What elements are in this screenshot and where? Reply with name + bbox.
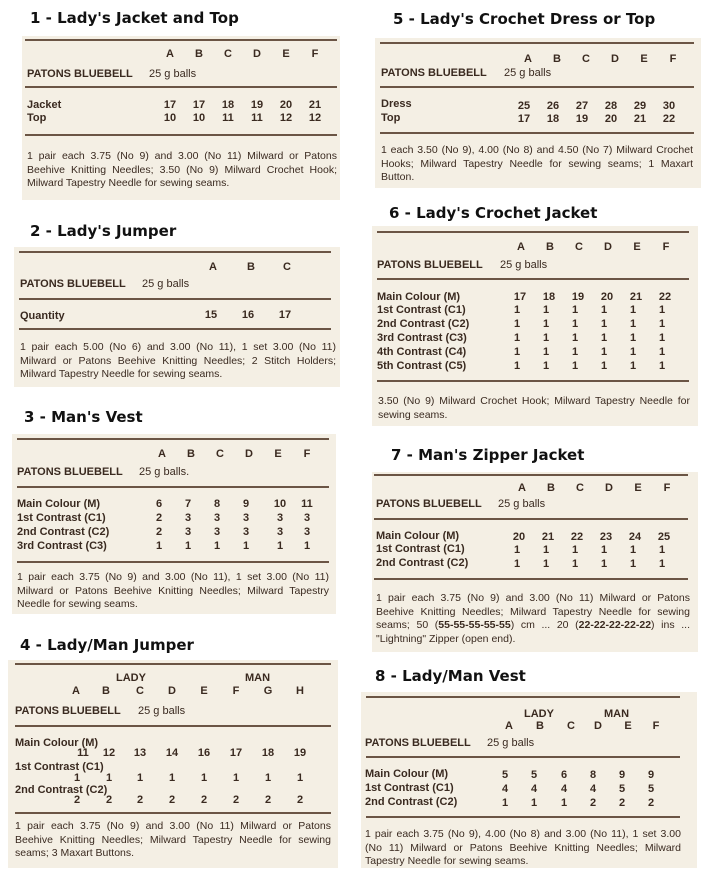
quantity-cell: 1 bbox=[242, 540, 250, 552]
quantity-cell: 1 bbox=[600, 318, 608, 330]
size-header: F bbox=[652, 720, 660, 732]
divider bbox=[377, 278, 689, 280]
size-header: A bbox=[166, 48, 174, 60]
quantity-cell: 21 bbox=[308, 99, 322, 111]
size-header: A bbox=[505, 720, 513, 732]
size-header: C bbox=[136, 685, 144, 697]
quantity-cell: 4 bbox=[560, 783, 568, 795]
quantity-cell: 1 bbox=[658, 332, 666, 344]
quantity-cell: 3 bbox=[276, 512, 284, 524]
quantity-cell: 1 bbox=[600, 332, 608, 344]
quantity-cell: 20 bbox=[600, 291, 614, 303]
pattern-card bbox=[372, 472, 698, 652]
quantity-cell: 1 bbox=[658, 304, 666, 316]
yarn-name: PATONS BLUEBELL bbox=[27, 68, 133, 80]
quantity-cell: 17 bbox=[513, 291, 527, 303]
quantity-cell: 1 bbox=[542, 360, 550, 372]
quantity-cell: 1 bbox=[600, 346, 608, 358]
quantity-cell: 3 bbox=[242, 526, 250, 538]
quantity-cell: 11 bbox=[251, 112, 263, 124]
quantity-cell: 4 bbox=[530, 783, 538, 795]
quantity-cell: 1 bbox=[658, 558, 666, 570]
quantity-cell: 5 bbox=[647, 783, 655, 795]
quantity-cell: 16 bbox=[241, 309, 255, 321]
quantity-cell: 1 bbox=[571, 360, 579, 372]
quantity-cell: 28 bbox=[604, 100, 618, 112]
quantity-cell: 27 bbox=[575, 100, 589, 112]
quantity-cell: 2 bbox=[296, 794, 304, 806]
quantity-cell: 2 bbox=[155, 512, 163, 524]
divider bbox=[15, 725, 331, 727]
quantity-cell: 1 bbox=[168, 772, 176, 784]
quantity-cell: 13 bbox=[133, 747, 147, 759]
divider bbox=[366, 816, 680, 818]
quantity-cell: 18 bbox=[261, 747, 275, 759]
quantity-cell: 1 bbox=[571, 304, 579, 316]
row-label: Main Colour (M) bbox=[15, 737, 99, 749]
pattern-heading: 2 - Lady's Jumper bbox=[30, 222, 177, 240]
divider bbox=[17, 486, 329, 488]
quantity-cell: 6 bbox=[560, 769, 568, 781]
size-header: E bbox=[200, 685, 208, 697]
quantity-cell: 2 bbox=[168, 794, 176, 806]
group-label-man: MAN bbox=[245, 672, 271, 684]
quantity-cell: 14 bbox=[165, 747, 179, 759]
group-label-lady: LADY bbox=[524, 708, 554, 720]
quantity-cell: 1 bbox=[213, 540, 221, 552]
size-header: F bbox=[232, 685, 240, 697]
quantity-cell: 1 bbox=[296, 772, 304, 784]
size-header: C bbox=[224, 48, 232, 60]
materials-note: 1 pair each 3.75 (No 9) and 3.00 (No 11) Milward or Patons Beehive Knitting Needles; Milward Tapestry Needle for sewing seams; 3 Maxart Buttons. bbox=[15, 820, 331, 859]
divider bbox=[17, 561, 329, 563]
yarn-unit: 25 g balls bbox=[149, 68, 197, 80]
yarn-unit: 25 g balls bbox=[487, 737, 535, 749]
quantity-cell: 1 bbox=[629, 544, 637, 556]
pattern-heading: 5 - Lady's Crochet Dress or Top bbox=[393, 10, 656, 28]
quantity-cell: 1 bbox=[560, 797, 568, 809]
quantity-cell: 4 bbox=[589, 783, 597, 795]
quantity-cell: 1 bbox=[136, 772, 144, 784]
quantity-cell: 1 bbox=[658, 346, 666, 358]
row-label: Main Colour (M) bbox=[376, 530, 460, 542]
size-header: F bbox=[303, 448, 311, 460]
divider bbox=[25, 86, 337, 88]
quantity-cell: 1 bbox=[513, 332, 521, 344]
pattern-heading: 8 - Lady/Man Vest bbox=[375, 667, 526, 685]
quantity-cell: 9 bbox=[647, 769, 655, 781]
yarn-name: PATONS BLUEBELL bbox=[17, 466, 123, 478]
quantity-cell: 1 bbox=[105, 772, 113, 784]
quantity-cell: 1 bbox=[542, 332, 550, 344]
row-label: 1st Contrast (C1) bbox=[377, 304, 466, 316]
divider bbox=[366, 696, 680, 698]
divider bbox=[19, 251, 331, 253]
quantity-cell: 30 bbox=[662, 100, 676, 112]
yarn-unit: 25 g balls bbox=[498, 498, 546, 510]
quantity-cell: 2 bbox=[155, 526, 163, 538]
row-label: 3rd Contrast (C3) bbox=[17, 540, 107, 552]
size-header: A bbox=[518, 482, 526, 494]
materials-note: 1 pair each 3.75 (No 9) and 3.00 (No 11), 1 set 3.00 (No 11) Milward or Patons Beehive Knitting Needles; Milward Tapestry Needle for sewing seams. bbox=[17, 571, 329, 610]
size-header: D bbox=[168, 685, 176, 697]
row-label: 1st Contrast (C1) bbox=[376, 543, 465, 555]
row-label: 2nd Contrast (C2) bbox=[15, 784, 108, 796]
quantity-cell: 22 bbox=[658, 291, 672, 303]
size-header: D bbox=[605, 482, 613, 494]
quantity-cell: 10 bbox=[192, 112, 206, 124]
quantity-cell: 17 bbox=[192, 99, 206, 111]
size-header: B bbox=[547, 482, 555, 494]
quantity-cell: 12 bbox=[102, 747, 116, 759]
yarn-unit: 25 g balls bbox=[504, 67, 552, 79]
size-header: A bbox=[158, 448, 166, 460]
quantity-cell: 7 bbox=[184, 498, 192, 510]
size-header: E bbox=[640, 53, 648, 65]
quantity-cell: 15 bbox=[204, 309, 218, 321]
quantity-cell: 9 bbox=[242, 498, 250, 510]
pattern-card bbox=[375, 38, 701, 188]
size-header: D bbox=[604, 241, 612, 253]
quantity-cell: 12 bbox=[308, 112, 322, 124]
row-label: Jacket bbox=[27, 99, 62, 111]
size-header: E bbox=[282, 48, 290, 60]
quantity-cell: 4 bbox=[501, 783, 509, 795]
quantity-cell: 1 bbox=[571, 346, 579, 358]
row-label: 1st Contrast (C1) bbox=[17, 512, 106, 524]
quantity-cell: 19 bbox=[575, 113, 589, 125]
materials-note: 3.50 (No 9) Milward Crochet Hook; Milward Tapestry Needle for sewing seams. bbox=[378, 395, 690, 421]
size-header: B bbox=[195, 48, 203, 60]
size-header: E bbox=[274, 448, 282, 460]
yarn-name: PATONS BLUEBELL bbox=[365, 737, 471, 749]
quantity-cell: 21 bbox=[633, 113, 647, 125]
size-header: B bbox=[536, 720, 544, 732]
size-header: E bbox=[634, 482, 642, 494]
row-label: 2nd Contrast (C2) bbox=[17, 526, 110, 538]
quantity-cell: 1 bbox=[184, 540, 192, 552]
size-header: A bbox=[72, 685, 80, 697]
row-label: Main Colour (M) bbox=[377, 291, 461, 303]
row-label: Dress bbox=[381, 98, 412, 110]
quantity-cell: 1 bbox=[571, 318, 579, 330]
yarn-name: PATONS BLUEBELL bbox=[381, 67, 487, 79]
quantity-cell: 1 bbox=[513, 558, 521, 570]
size-header: B bbox=[187, 448, 195, 460]
quantity-cell: 19 bbox=[250, 99, 264, 111]
quantity-cell: 9 bbox=[618, 769, 626, 781]
materials-note: 1 pair each 3.75 (No 9) and 3.00 (No 11) Milward or Patons Beehive Knitting Needles; Milward Tapestry Needle for sewing seams; 50 (55-55-55-55-55) cm ... 20 (22-22-22-22-22) ins ... "Lightning" Zipper (open end). bbox=[376, 592, 690, 645]
divider bbox=[374, 578, 688, 580]
divider bbox=[15, 663, 331, 665]
quantity-cell: 1 bbox=[513, 544, 521, 556]
quantity-cell: 26 bbox=[546, 100, 560, 112]
size-header: D bbox=[594, 720, 602, 732]
quantity-cell: 5 bbox=[530, 769, 538, 781]
row-label: 1st Contrast (C1) bbox=[365, 782, 454, 794]
pattern-heading: 3 - Man's Vest bbox=[24, 408, 143, 426]
materials-note: 1 pair each 5.00 (No 6) and 3.00 (No 11), 1 set 3.00 (No 11) Milward or Patons Beehive Knitting Needles; 2 Stitch Holders; Milward Tapestry Needle for sewing seams. bbox=[20, 341, 336, 380]
quantity-cell: 1 bbox=[629, 318, 637, 330]
quantity-cell: 3 bbox=[242, 512, 250, 524]
size-header: A bbox=[517, 241, 525, 253]
quantity-cell: 20 bbox=[604, 113, 618, 125]
size-header: D bbox=[245, 448, 253, 460]
size-header: C bbox=[582, 53, 590, 65]
pattern-heading: 1 - Lady's Jacket and Top bbox=[30, 9, 239, 27]
group-label-lady: LADY bbox=[116, 672, 146, 684]
quantity-cell: 17 bbox=[229, 747, 243, 759]
size-header: C bbox=[216, 448, 224, 460]
quantity-cell: 10 bbox=[273, 498, 287, 510]
quantity-cell: 2 bbox=[105, 794, 113, 806]
row-label: Quantity bbox=[20, 310, 65, 322]
quantity-cell: 1 bbox=[629, 558, 637, 570]
pattern-heading: 4 - Lady/Man Jumper bbox=[20, 636, 194, 654]
quantity-cell: 1 bbox=[513, 360, 521, 372]
quantity-cell: 3 bbox=[213, 512, 221, 524]
quantity-cell: 2 bbox=[618, 797, 626, 809]
yarn-unit: 25 g balls bbox=[138, 705, 186, 717]
yarn-name: PATONS BLUEBELL bbox=[20, 278, 126, 290]
quantity-cell: 22 bbox=[662, 113, 676, 125]
quantity-cell: 21 bbox=[629, 291, 643, 303]
yarn-name: PATONS BLUEBELL bbox=[15, 705, 121, 717]
divider bbox=[19, 298, 331, 300]
pattern-card bbox=[12, 434, 336, 614]
quantity-cell: 1 bbox=[629, 360, 637, 372]
pattern-card bbox=[372, 226, 698, 426]
pattern-heading: 7 - Man's Zipper Jacket bbox=[391, 446, 585, 464]
quantity-cell: 21 bbox=[541, 531, 555, 543]
quantity-cell: 1 bbox=[501, 797, 509, 809]
quantity-cell: 18 bbox=[546, 113, 560, 125]
quantity-cell: 11 bbox=[77, 747, 89, 759]
quantity-cell: 1 bbox=[155, 540, 163, 552]
quantity-cell: 24 bbox=[628, 531, 642, 543]
size-header: E bbox=[633, 241, 641, 253]
size-header: B bbox=[247, 261, 255, 273]
quantity-cell: 29 bbox=[633, 100, 647, 112]
quantity-cell: 1 bbox=[658, 318, 666, 330]
divider bbox=[19, 328, 331, 330]
size-header: A bbox=[524, 53, 532, 65]
quantity-cell: 1 bbox=[303, 540, 311, 552]
pattern-card bbox=[361, 692, 697, 868]
quantity-cell: 2 bbox=[232, 794, 240, 806]
quantity-cell: 22 bbox=[570, 531, 584, 543]
size-header: B bbox=[546, 241, 554, 253]
yarn-unit: 25 g balls. bbox=[139, 466, 190, 478]
quantity-cell: 10 bbox=[163, 112, 177, 124]
quantity-cell: 3 bbox=[276, 526, 284, 538]
divider bbox=[366, 756, 680, 758]
quantity-cell: 1 bbox=[542, 318, 550, 330]
divider bbox=[15, 812, 331, 814]
quantity-cell: 18 bbox=[221, 99, 235, 111]
quantity-cell: 3 bbox=[213, 526, 221, 538]
quantity-cell: 8 bbox=[589, 769, 597, 781]
quantity-cell: 3 bbox=[184, 512, 192, 524]
yarn-name: PATONS BLUEBELL bbox=[377, 259, 483, 271]
quantity-cell: 1 bbox=[658, 544, 666, 556]
quantity-cell: 1 bbox=[600, 544, 608, 556]
quantity-cell: 5 bbox=[501, 769, 509, 781]
divider bbox=[374, 518, 688, 520]
pattern-heading: 6 - Lady's Crochet Jacket bbox=[389, 204, 598, 222]
quantity-cell: 1 bbox=[232, 772, 240, 784]
quantity-cell: 1 bbox=[629, 346, 637, 358]
size-header: B bbox=[553, 53, 561, 65]
quantity-cell: 1 bbox=[73, 772, 81, 784]
quantity-cell: 11 bbox=[301, 498, 313, 510]
quantity-cell: 6 bbox=[155, 498, 163, 510]
size-header: F bbox=[662, 241, 670, 253]
quantity-cell: 2 bbox=[647, 797, 655, 809]
pattern-card bbox=[22, 36, 340, 200]
materials-note: 1 each 3.50 (No 9), 4.00 (No 8) and 4.50 (No 7) Milward Crochet Hooks; Milward Tapestry Needle for sewing seams; 1 Maxart Button. bbox=[381, 144, 693, 183]
divider bbox=[380, 42, 694, 44]
divider bbox=[380, 132, 694, 134]
quantity-cell: 19 bbox=[293, 747, 307, 759]
size-header: H bbox=[296, 685, 304, 697]
quantity-cell: 2 bbox=[589, 797, 597, 809]
quantity-cell: 19 bbox=[571, 291, 585, 303]
divider bbox=[380, 86, 694, 88]
quantity-cell: 3 bbox=[303, 526, 311, 538]
size-header: F bbox=[663, 482, 671, 494]
row-label: Top bbox=[381, 112, 401, 124]
row-label: 2nd Contrast (C2) bbox=[377, 318, 470, 330]
quantity-cell: 8 bbox=[213, 498, 221, 510]
quantity-cell: 1 bbox=[200, 772, 208, 784]
quantity-cell: 17 bbox=[278, 309, 292, 321]
quantity-cell: 1 bbox=[542, 346, 550, 358]
size-header: F bbox=[311, 48, 319, 60]
quantity-cell: 5 bbox=[618, 783, 626, 795]
quantity-cell: 2 bbox=[200, 794, 208, 806]
yarn-unit: 25 g balls bbox=[142, 278, 190, 290]
quantity-cell: 11 bbox=[222, 112, 234, 124]
size-header: C bbox=[576, 482, 584, 494]
quantity-cell: 25 bbox=[657, 531, 671, 543]
quantity-cell: 1 bbox=[571, 332, 579, 344]
row-label: 1st Contrast (C1) bbox=[15, 761, 104, 773]
quantity-cell: 1 bbox=[513, 346, 521, 358]
size-header: D bbox=[611, 53, 619, 65]
quantity-cell: 12 bbox=[279, 112, 293, 124]
divider bbox=[374, 474, 688, 476]
divider bbox=[377, 380, 689, 382]
yarn-name: PATONS BLUEBELL bbox=[376, 498, 482, 510]
yarn-unit: 25 g balls bbox=[500, 259, 548, 271]
quantity-cell: 3 bbox=[184, 526, 192, 538]
divider bbox=[25, 134, 337, 136]
quantity-cell: 1 bbox=[600, 304, 608, 316]
group-label-man: MAN bbox=[604, 708, 630, 720]
row-label: 2nd Contrast (C2) bbox=[365, 796, 458, 808]
quantity-cell: 20 bbox=[512, 531, 526, 543]
quantity-cell: 1 bbox=[629, 304, 637, 316]
quantity-cell: 1 bbox=[571, 544, 579, 556]
quantity-cell: 1 bbox=[571, 558, 579, 570]
size-header: C bbox=[567, 720, 575, 732]
quantity-cell: 17 bbox=[517, 113, 531, 125]
quantity-cell: 23 bbox=[599, 531, 613, 543]
pattern-card bbox=[14, 247, 340, 387]
quantity-cell: 2 bbox=[136, 794, 144, 806]
quantity-cell: 1 bbox=[276, 540, 284, 552]
size-header: F bbox=[669, 53, 677, 65]
quantity-cell: 16 bbox=[197, 747, 211, 759]
row-label: Main Colour (M) bbox=[17, 498, 101, 510]
materials-note: 1 pair each 3.75 (No 9), 4.00 (No 8) and 3.00 (No 11), 1 set 3.00 (No 11) Milward or Patons Beehive Knitting Needles; Milward Tapestry Needle for sewing seams. bbox=[365, 828, 681, 867]
divider bbox=[17, 438, 329, 440]
quantity-cell: 20 bbox=[279, 99, 293, 111]
quantity-cell: 1 bbox=[513, 304, 521, 316]
size-header: G bbox=[263, 685, 273, 697]
quantity-cell: 18 bbox=[542, 291, 556, 303]
row-label: Main Colour (M) bbox=[365, 768, 449, 780]
divider bbox=[377, 231, 689, 233]
size-header: C bbox=[283, 261, 291, 273]
quantity-cell: 2 bbox=[264, 794, 272, 806]
quantity-cell: 1 bbox=[542, 544, 550, 556]
row-label: 4th Contrast (C4) bbox=[377, 346, 467, 358]
quantity-cell: 1 bbox=[542, 304, 550, 316]
quantity-cell: 1 bbox=[600, 360, 608, 372]
size-header: D bbox=[253, 48, 261, 60]
size-header: C bbox=[575, 241, 583, 253]
quantity-cell: 1 bbox=[629, 332, 637, 344]
quantity-cell: 1 bbox=[264, 772, 272, 784]
quantity-cell: 1 bbox=[513, 318, 521, 330]
row-label: 2nd Contrast (C2) bbox=[376, 557, 469, 569]
materials-note: 1 pair each 3.75 (No 9) and 3.00 (No 11) Milward or Patons Beehive Knitting Needles; 3.50 (No 9) Milward Crochet Hook; Milward Tapestry Needle for sewing seams. bbox=[27, 150, 337, 189]
quantity-cell: 17 bbox=[163, 99, 177, 111]
row-label: Top bbox=[27, 112, 47, 124]
quantity-cell: 1 bbox=[600, 558, 608, 570]
row-label: 3rd Contrast (C3) bbox=[377, 332, 467, 344]
size-header: E bbox=[624, 720, 632, 732]
quantity-cell: 2 bbox=[73, 794, 81, 806]
quantity-cell: 25 bbox=[517, 100, 531, 112]
quantity-cell: 1 bbox=[658, 360, 666, 372]
quantity-cell: 1 bbox=[530, 797, 538, 809]
row-label: 5th Contrast (C5) bbox=[377, 360, 467, 372]
quantity-cell: 3 bbox=[303, 512, 311, 524]
divider bbox=[25, 39, 337, 41]
size-header: B bbox=[102, 685, 110, 697]
size-header: A bbox=[209, 261, 217, 273]
quantity-cell: 1 bbox=[542, 558, 550, 570]
pattern-card bbox=[8, 660, 338, 868]
